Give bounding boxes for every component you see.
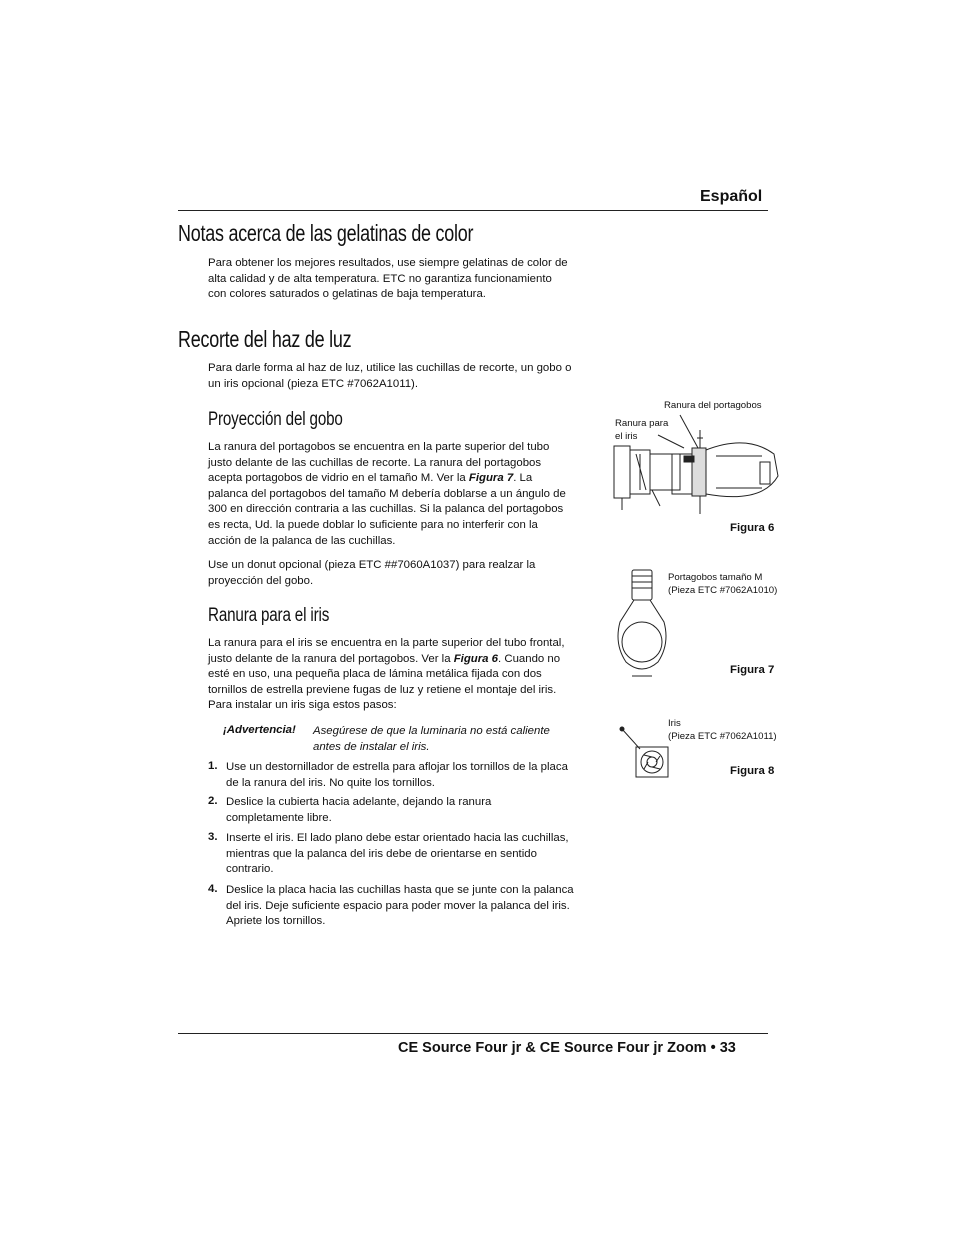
subsection-title-iris: Ranura para el iris: [208, 605, 330, 626]
label-iris-slot: Ranura para el iris: [615, 418, 669, 442]
gobo-body: [208, 440, 603, 549]
figure-6-caption: Figura 6: [730, 522, 775, 534]
header-rule: [178, 210, 768, 211]
iris-body-part-b: . Cuando no esté en uso, una pequeña placa de lámina metálica fijada con dos tornillos de estrella previene fugas de luz y retiene el montaje del iris. Para instalar un iris siga estos pasos:: [208, 652, 561, 712]
shaping-body: Para darle forma al haz de luz, utilice las cuchillas de recorte, un gobo o un iris opcional (pieza ETC #7062A1011).: [208, 362, 572, 390]
footer-rule: [178, 1033, 768, 1034]
figure-8-caption: Figura 8: [730, 765, 775, 777]
warning-text: Asegúrese de que la luminaria no está caliente antes de instalar el iris.: [313, 725, 550, 753]
warning-label: ¡Advertencia!: [223, 724, 296, 736]
language-label: Español: [700, 188, 763, 205]
figure-7-caption: Figura 7: [730, 664, 775, 676]
iris-body: [208, 636, 603, 714]
step-text: Deslice la cubierta hacia adelante, dejando la ranura completamente libre.: [226, 796, 492, 824]
subsection-title-gobo: Proyección del gobo: [208, 409, 343, 430]
label-gobo-slot: Ranura del portagobos: [664, 400, 762, 411]
gobo-holder-illustration: [612, 566, 672, 686]
iris-body-part-a: La ranura para el iris se encuentra en la parte superior del tubo frontal, justo delante de la ranura del portagobos. Ver la: [208, 637, 565, 665]
section-title-shaping: Recorte del haz de luz: [178, 326, 352, 352]
step-text: Deslice la placa hacia las cuchillas hasta que se junte con la palanca del iris. Deje suficiente espacio para poder mover la palanca del iris. Apriete los tornillos.: [226, 884, 574, 928]
label-iris: Iris (Pieza ETC #7062A1011): [668, 718, 777, 742]
step-text: Use un destornillador de estrella para aflojar los tornillos de la placa de la ranura del iris. No quite los tornillos.: [226, 761, 568, 789]
step-number: 3.: [208, 831, 218, 843]
gel-body: Para obtener los mejores resultados, use siempre gelatinas de color de alta calidad y de alta temperatura. ETC no garantiza funcionamiento con colores saturados o gelatinas de baja temperatura.: [208, 257, 568, 301]
step-number: 1.: [208, 760, 218, 772]
figure-6-reference: Figura 6: [453, 652, 499, 665]
fixture-illustration: [612, 410, 782, 520]
step-text: Inserte el iris. El lado plano debe estar orientado hacia las cuchillas, mientras que la palanca del iris debe de orientarse en sentido contrario.: [226, 832, 569, 876]
gobo-body-donut: Use un donut opcional (pieza ETC ##7060A1037) para realzar la proyección del gobo.: [208, 559, 536, 587]
gobo-body-part-b: . La palanca del portagobos del tamaño M debería doblarse a un ángulo de 300 en dirección contraria a las cuchillas. Si la palanca del portagobos es recta, Ud. la puede doblar lo suficiente para no interferir con la acción de la palanca de las cuchillas.: [208, 472, 566, 547]
iris-illustration: [618, 725, 672, 781]
footer-text: CE Source Four jr & CE Source Four jr Zoom • 33: [398, 1040, 736, 1056]
label-gobo-holder: Portagobos tamaño M (Pieza ETC #7062A1010): [668, 572, 778, 596]
figure-7-reference: Figura 7: [468, 472, 514, 485]
step-number: 4.: [208, 883, 218, 895]
gobo-body-part-a: La ranura del portagobos se encuentra en la parte superior del tubo justo delante de las cuchillas de recorte. La ranura del portagobos acepta portagobos de vidrio en el tamaño M. Ver la: [208, 441, 550, 485]
step-number: 2.: [208, 795, 218, 807]
section-title-gel: Notas acerca de las gelatinas de color: [178, 220, 474, 246]
